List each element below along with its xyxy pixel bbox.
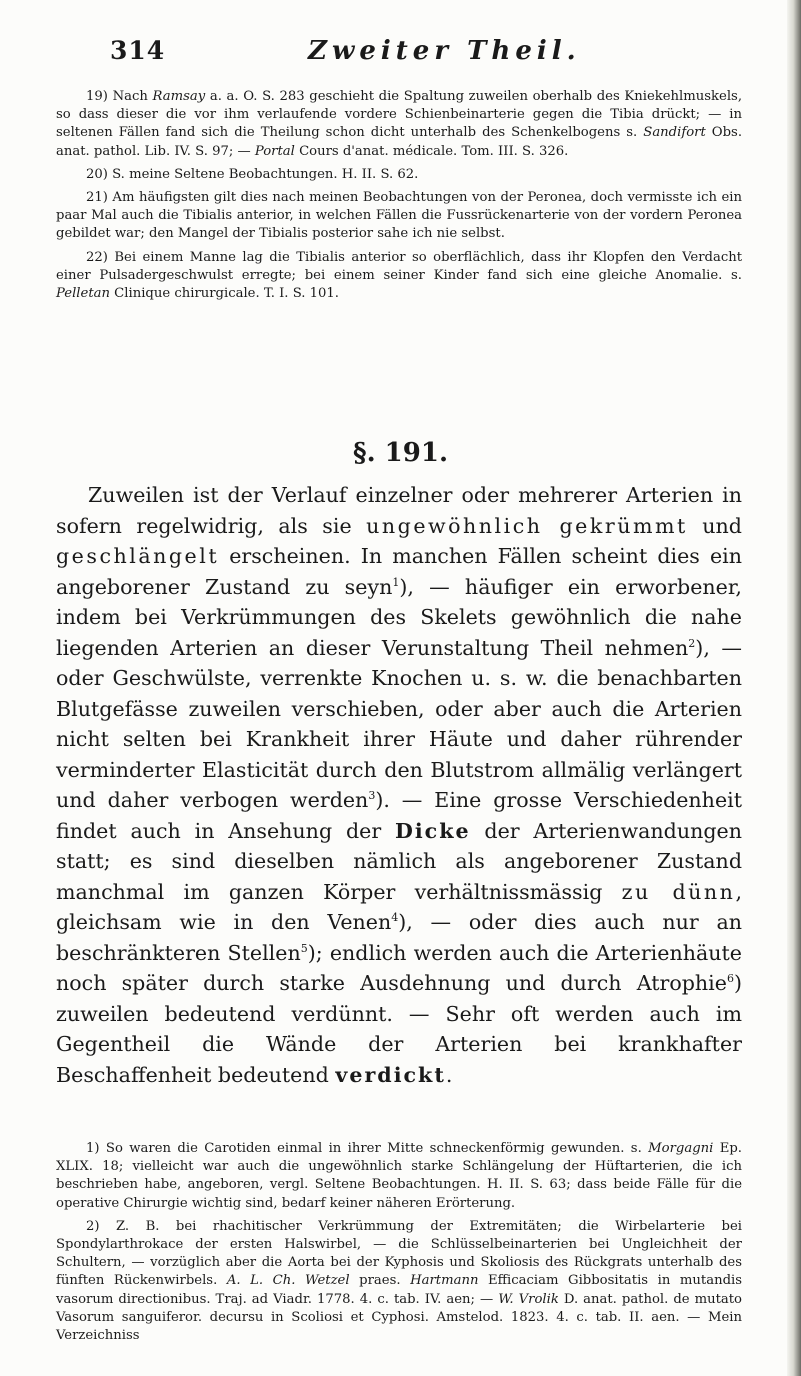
emphasis-bold: Dicke <box>394 818 471 843</box>
page-edge-shadow <box>787 0 801 1376</box>
footnote-19: 19) Nach Ramsay a. a. O. S. 283 geschieht die Spaltung zuweilen oberhalb des Kniekehlmuskels, so dass dieser die vor ihm verlaufende vordere Schienbeinarterie gegen die Tibia drückt; — in seltenen Fällen fand sich die Theilung schon dicht unterhalb des Schenkelbogens s. Sandifort Obs. anat. pathol. Lib. IV. S. 97; — Portal Cours d'anat. médicale. Tom. III. S. 326. <box>56 89 743 159</box>
footnote-ref: 2 <box>688 636 696 650</box>
page-header <box>110 36 730 72</box>
footnotes-top <box>56 88 742 303</box>
footnote-1: 1) So waren die Carotiden einmal in ihrer Mitte schneckenförmig gewunden. s. Morgagni Ep. XLIX. 18; vielleicht war auch die ungewöhnlich starke Schlängelung der Hüftarterien, die ich beschrieben habe, angeboren, vergl. Seltene Beobachtungen. H. II. S. 63; dass beide Fälle für die operative Chirurgie wichtig sind, bedarf keiner näheren Erörterung. <box>56 1141 743 1211</box>
section-number: §. 191. <box>352 438 449 468</box>
footnote-2: 2) Z. B. bei rhachitischer Verkrümmung der Extremitäten; die Wirbelarterie bei Spondylarthrokace der ersten Halswirbel, — die Schlüsselbeinarterien bei Ungleichheit der Schultern, — vorzüglich aber die Aorta bei der Kyphosis und Skoliosis des Rückgrats unterhalb des fünften Rückenwirbels. A. L. Ch. Wetzel praes. Hartmann Efficaciam Gibbositatis in mutandis vasorum directionibus. Traj. ad Viadr. 1778. 4. c. tab. IV. aen; — W. Vrolik D. anat. pathol. de mutato Vasorum sanguiferor. decursu in Scoliosi et Cyphosi. Amstelod. 1823. 4. c. tab. II. aen. — Mein Verzeichniss <box>56 1218 743 1344</box>
author-name: Ramsay <box>152 89 206 104</box>
footnote-22: 22) Bei einem Manne lag die Tibialis anterior so oberflächlich, dass ihr Klopfen den Verdacht einer Pulsadergeschwulst erregte; bei einem seiner Kinder fand sich eine gleiche Anomalie. s. Pelletan Clinique chirurgicale. T. I. S. 101. <box>56 249 742 302</box>
footnotes-bottom <box>56 1140 742 1345</box>
emphasis-spaced: geschlängelt <box>56 544 220 568</box>
running-title: Zweiter Theil. <box>308 36 581 66</box>
emphasis-spaced: zu dünn <box>621 879 736 904</box>
page-number: 314 <box>110 36 166 65</box>
footnote-ref: 3 <box>368 789 376 803</box>
author-name: Morgagni <box>648 1141 714 1156</box>
author-name: Sandifort <box>643 125 706 141</box>
emphasis-spaced: ungewöhnlich gekrümmt <box>366 513 688 538</box>
author-name: Hartmann <box>410 1273 479 1289</box>
emphasis-bold: verdickt <box>335 1062 446 1087</box>
footnote-20: 20) S. meine Seltene Beobachtungen. H. II. S. 62. <box>86 166 419 182</box>
author-name: A. L. Ch. Wetzel <box>226 1273 350 1289</box>
footnote-ref: 5 <box>300 941 308 955</box>
author-name: Pelletan <box>56 286 110 302</box>
author-name: W. Vrolik <box>498 1291 559 1307</box>
footnote-ref: 6 <box>726 972 734 986</box>
body-paragraph: Zuweilen ist der Verlauf einzelner oder mehrerer Arterien in sofern regelwidrig, als sie ungewöhnlich gekrümmt und geschlängelt erscheinen. In manchen Fällen scheint dies ein angeborener Zustand zu seyn$^1$), — häufiger ein erworbener, indem bei Verkrümmungen des Skelets gewöhnlich die nahe liegenden Arterien an dieser Verunstaltung Theil nehmen$^2$), — oder Geschwülste, verrenkte Knochen u. s. w. die benachbarten Blutgefässe zuweilen verschieben, oder aber auch die Arterien nicht selten bei Krankheit ihrer Häute und daher rührender verminderter Elasticität durch den Blutstrom allmälig verlängert und daher verbogen werden$^3$). — Eine grosse Verschiedenheit findet auch in Ansehung der Dicke der Arterienwandungen statt; es sind dieselben nämlich als angeborener Zustand manchmal im ganzen Körper verhältnissmässig zu dünn, gleichsam wie in den Venen$^4$), — oder dies auch nur an beschränkteren Stellen$^5$); endlich werden auch die Arterienhäute noch später durch starke Ausdehnung und durch Atrophie$^6$) zuweilen bedeutend verdünnt. — Sehr oft werden auch im Gegentheil die Wände der Arterien bei krankhafter Beschaffenheit bedeutend verdickt. <box>56 483 742 1087</box>
footnote-ref: 4 <box>391 911 399 925</box>
footnote-ref: 1 <box>392 575 400 589</box>
author-name: Portal <box>254 143 295 159</box>
footnote-21: 21) Am häufigsten gilt dies nach meinen Beobachtungen von der Peronea, doch vermisste ich ein paar Mal auch die Tibialis anterior, in welchen Fällen die Fussrückenarterie von der vordern Peronea gebildet war; den Mangel der Tibialis posterior sahe ich nie selbst. <box>56 190 742 242</box>
